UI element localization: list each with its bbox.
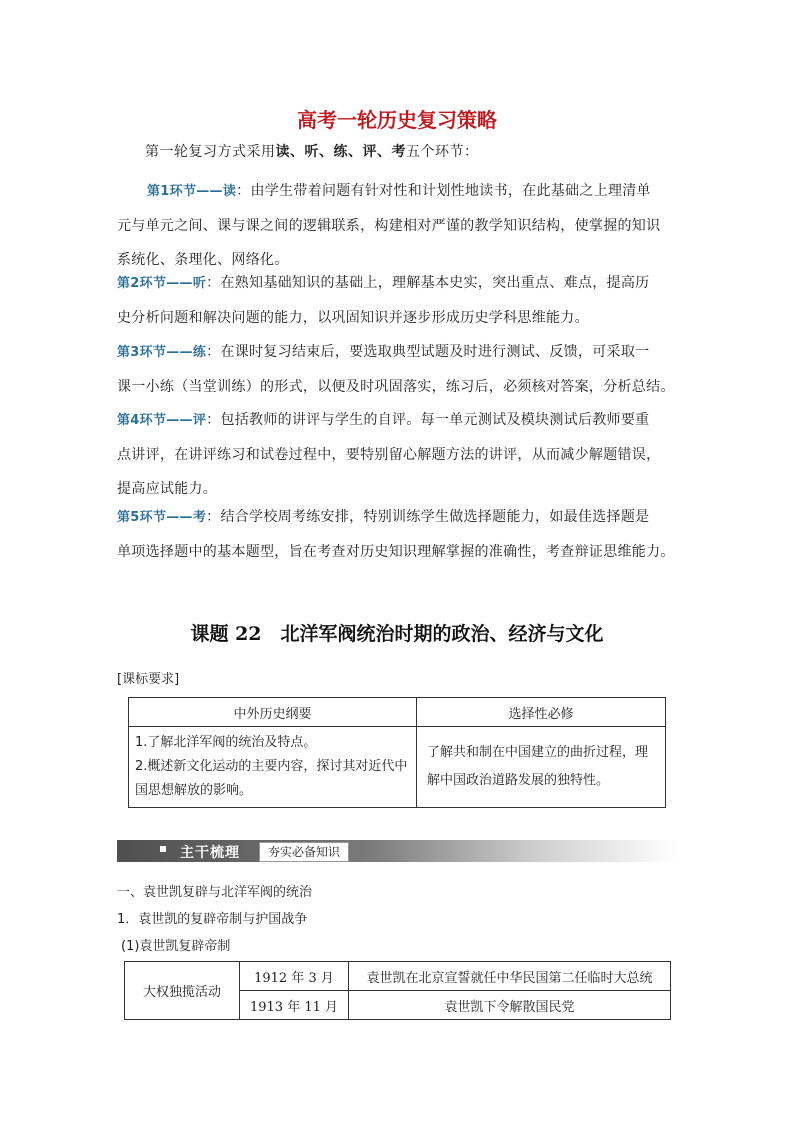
table-cell	[129, 727, 417, 808]
stage-text: ：结合学校周考练安排，特别训练学生做选择题能力，如最佳选择题是	[206, 509, 650, 525]
stage-text: ：由学生带着问题有针对性和计划性地读书，在此基础之上理清单	[236, 183, 651, 199]
stage-text: 课一小练（当堂训练）的形式，以便及时巩固落实，练习后，必须核对答案，分析总结。	[117, 379, 675, 395]
section-heading: 一、袁世凯复辟与北洋军阀的统治	[117, 885, 313, 900]
stage-label: 第1环节——读	[147, 184, 237, 199]
standards-table	[128, 697, 666, 808]
table-cell: 袁世凯下令解散国民党	[349, 991, 671, 1020]
table-header: 选择性必修	[417, 698, 666, 727]
stage-text: 系统化、条理化、网络化。	[117, 252, 289, 268]
topic-title: 课题 22 北洋军阀统治时期的政治、经济与文化	[190, 623, 604, 645]
stage-text: 提高应试能力。	[117, 481, 218, 497]
table-cell: 袁世凯在北京宣誓就任中华民国第二任临时大总统	[349, 962, 671, 991]
intro-text	[145, 141, 479, 161]
stage-label: 第2环节——听	[117, 276, 207, 291]
stage-text: 单项选择题中的基本题型，旨在考查对历史知识理解掌握的准确性，考查辩证思维能力。	[117, 544, 675, 560]
subsubsection-heading: (1)袁世凯复辟帝制	[121, 939, 231, 954]
table-cell: 1912 年 3 月	[240, 962, 349, 991]
table-cell: 大权独揽活动	[125, 962, 240, 1020]
intro-suffix: 五个环节：	[406, 144, 479, 160]
stage-label: 第3环节——练	[117, 345, 207, 360]
intro-prefix: 第一轮复习方式采用	[145, 144, 276, 160]
table-header-row	[129, 698, 666, 727]
section-banner-title: 主干梳理	[180, 845, 240, 861]
stage-5-paragraph	[117, 500, 679, 569]
subsection-heading: 1．袁世凯的复辟帝制与护国战争	[117, 912, 308, 927]
list-item: 1.了解北洋军阀的统治及特点。	[135, 735, 317, 750]
table-header: 中外历史纲要	[129, 698, 417, 727]
stage-text: ：在课时复习结束后，要选取典型试题及时进行测试、反馈，可采取一	[206, 344, 650, 360]
table-cell: 1913 年 11 月	[240, 991, 349, 1020]
square-bullet-icon	[160, 846, 166, 852]
intro-highlight: 读、听、练、评、考	[275, 144, 406, 160]
stage-label: 第5环节——考	[117, 510, 207, 525]
stage-text: 点讲评，在讲评练习和试卷过程中，要特别留心解题方法的讲评，从而减少解题错误，	[117, 447, 661, 463]
stage-text: 史分析问题和解决问题的能力，以巩固知识并逐步形成历史学科思维能力。	[117, 310, 589, 326]
list-item: 2.概述新文化运动的主要内容，探讨其对近代中国思想解放的影响。	[135, 759, 408, 798]
table-row	[129, 727, 666, 808]
stage-text: ：包括教师的讲评与学生的自评。每一单元测试及模块测试后教师要重	[206, 412, 650, 428]
page-title: 高考一轮历史复习策略	[297, 108, 497, 132]
section-banner-subtitle: 夯实必备知识	[259, 842, 349, 862]
table-row	[125, 962, 671, 991]
stage-2-paragraph	[117, 266, 679, 335]
stage-label: 第4环节——评	[117, 413, 207, 428]
stage-text: ：在熟知基础知识的基础上，理解基本史实，突出重点、难点，提高历	[206, 275, 650, 291]
stage-4-paragraph	[117, 403, 679, 506]
stage-1-paragraph	[117, 174, 679, 277]
stage-3-paragraph	[117, 335, 679, 404]
events-table	[124, 961, 671, 1020]
table-cell: 了解共和制在中国建立的曲折过程，理解中国政治道路发展的独特性。	[417, 727, 666, 808]
standards-label: [课标要求]	[117, 672, 180, 687]
stage-text: 元与单元之间、课与课之间的逻辑联系，构建相对严谨的教学知识结构，使掌握的知识	[117, 218, 661, 234]
